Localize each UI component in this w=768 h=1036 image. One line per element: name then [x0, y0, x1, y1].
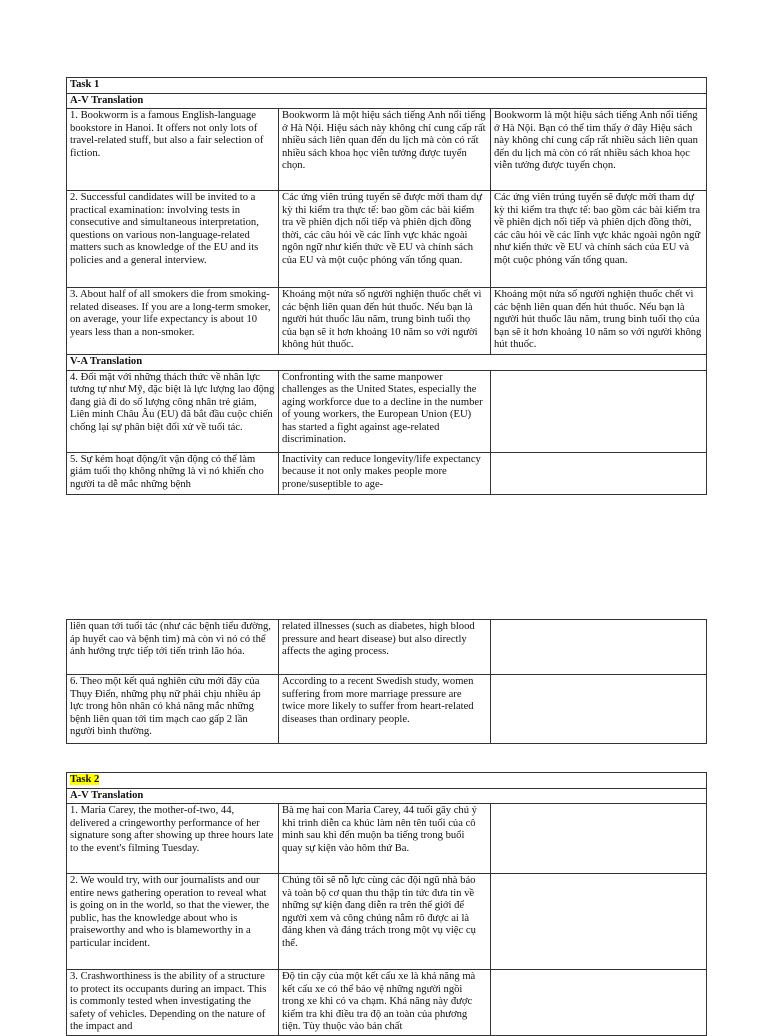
translation-cell: Chúng tôi sẽ nỗ lực cùng các đội ngũ nhà báo và toàn bộ cơ quan thu thập tin tức đưa tin về những sự kiện đang diễn ra trên thế giới để người xem và công chúng nắm rõ được ai là đáng khen và đáng trách trong một vụ việc cụ thể. — [279, 874, 491, 970]
source-cell: 5. Sự kém hoạt động/ít vận động có thể làm giảm tuổi thọ không những là vì nó khiến cho người ta dễ mắc những bệnh — [67, 452, 279, 494]
revision-cell — [491, 874, 707, 970]
table-row — [67, 804, 707, 874]
translation-cell: According to a recent Swedish study, women suffering from more marriage pressure are twice more likely to suffer from heart-related diseases than ordinary people. — [279, 675, 491, 744]
section-av-translation: A-V Translation — [67, 93, 707, 109]
revision-cell: Khoảng một nửa số người nghiện thuốc chết vì các bệnh liên quan đến hút thuốc. Nếu bạn là người hút thuốc lâu năm, trung bình tuổi thọ của bạn sẽ ít hơn khoảng 10 năm so với người không hút thuốc. — [491, 288, 707, 355]
translation-cell: Bookworm là một hiệu sách tiếng Anh nổi tiếng ở Hà Nội. Hiệu sách này không chỉ cung cấp rất nhiều sách liên quan đến du lịch mà còn có rất nhiều sách khoa học viễn tưởng được tuyển chọn. — [279, 109, 491, 191]
task1-title: Task 1 — [67, 78, 707, 94]
revision-cell — [491, 970, 707, 1036]
table-row — [67, 370, 707, 452]
translation-cell: related illnesses (such as diabetes, high blood pressure and heart disease) but also directly affects the aging process. — [279, 620, 491, 675]
translation-cell: Khoảng một nửa số người nghiện thuốc chết vì các bệnh liên quan đến hút thuốc. Nếu bạn là người hút thuốc lâu năm, trung bình tuổi thọ của bạn sẽ ít hơn khoảng 10 năm so với người không hút thuốc. — [279, 288, 491, 355]
task1-table — [66, 77, 707, 495]
revision-cell: Các ứng viên trúng tuyển sẽ được mời tham dự kỳ thi kiểm tra thực tế: bao gồm các bài kiểm tra về phiên dịch nối tiếp và phiên dịch đồng thời, các câu hỏi về các lĩnh vực khác ngoài ngôn ngữ như kiến thức về EU và chính sách của EU và một cuộc phỏng vấn tổng quan. — [491, 191, 707, 288]
table-row — [67, 675, 707, 744]
source-cell: 4. Đối mặt với những thách thức về nhân lực tương tự như Mỹ, đặc biệt là lực lượng lao động đang già đi do số lượng công nhân trẻ giảm, Liên minh Châu Âu (EU) đã bắt đầu cuộc chiến chống lại sự phân biệt đối xử về tuổi tác. — [67, 370, 279, 452]
source-cell: 2. Successful candidates will be invited to a practical examination: involving tests in consecutive and simultaneous interpretation, questions on various non-language-related matters such as knowledge of the EU and its policies and a general interview. — [67, 191, 279, 288]
revision-cell — [491, 452, 707, 494]
source-cell: 1. Bookworm is a famous English-language bookstore in Hanoi. It offers not only lots of travel-related stuff, but also a fair selection of fiction. — [67, 109, 279, 191]
table-row — [67, 970, 707, 1036]
section-av-translation: A-V Translation — [67, 788, 707, 804]
source-cell: 3. About half of all smokers die from smoking-related diseases. If you are a long-term smoker, on average, your life expectancy is about 10 years less than a non-smoker. — [67, 288, 279, 355]
table-row — [67, 288, 707, 355]
revision-cell — [491, 675, 707, 744]
task2-table — [66, 772, 707, 1036]
source-cell: 3. Crashworthiness is the ability of a structure to protect its occupants during an impact. This is commonly tested when investigating the safety of vehicles. Depending on the nature of the impact and — [67, 970, 279, 1036]
section-va-translation: V-A Translation — [67, 355, 707, 371]
table-row — [67, 452, 707, 494]
translation-cell: Độ tin cậy của một kết cấu xe là khả năng mà kết cấu xe có thể bảo vệ những người ngồi trong xe khi có va chạm. Khả năng này được kiểm tra khi điều tra độ an toàn của phương tiện. Tùy thuộc vào bản chất — [279, 970, 491, 1036]
revision-cell: Bookworm là một hiệu sách tiếng Anh nổi tiếng ở Hà Nội. Bạn có thể tìm thấy ở đây Hiệu sách này không chỉ cung cấp rất nhiều sách liên quan đến du lịch mà còn có rất nhiều sách khoa học viễn tưởng được tuyển chọn. — [491, 109, 707, 191]
table-row — [67, 109, 707, 191]
revision-cell — [491, 804, 707, 874]
source-cell: liên quan tới tuổi tác (như các bệnh tiểu đường, áp huyết cao và bệnh tim) mà còn vì nó có thể ảnh hưởng trực tiếp tới tiến trình lão hóa. — [67, 620, 279, 675]
revision-cell — [491, 620, 707, 675]
translation-cell: Confronting with the same manpower challenges as the United States, especially the aging workforce due to a decline in the number of young workers, the European Union (EU) has started a fight against age-related discrimination. — [279, 370, 491, 452]
table-row — [67, 191, 707, 288]
task2-title-cell — [67, 773, 707, 789]
translation-cell: Các ứng viên trúng tuyển sẽ được mời tham dự kỳ thi kiểm tra thực tế: bao gồm các bài kiểm tra về phiên dịch nối tiếp và phiên dịch đồng thời, các câu hỏi về các lĩnh vực khác ngoài ngôn ngữ như kiến thức về EU và chính sách của EU và một cuộc phỏng vấn tổng quan. — [279, 191, 491, 288]
source-cell: 2. We would try, with our journalists and our entire news gathering operation to reveal what is going on in the world, so that the viewer, the public, has the knowledge about who is praiseworthy and who is blameworthy in a particular incident. — [67, 874, 279, 970]
task2-title: Task 2 — [70, 774, 100, 785]
translation-cell: Bà mẹ hai con Maria Carey, 44 tuổi gây chú ý khi trình diễn ca khúc làm nên tên tuổi của cô mình sau khi đến muộn ba tiếng trong buổi quay sự kiện vào hôm thứ Ba. — [279, 804, 491, 874]
source-cell: 1. Maria Carey, the mother-of-two, 44, delivered a cringeworthy performance of her signature song after showing up three hours late to the event's filming Tuesday. — [67, 804, 279, 874]
source-cell: 6. Theo một kết quả nghiên cứu mới đây của Thụy Điển, những phụ nữ phải chịu nhiều áp lực trong hôn nhân có khả năng mắc những bệnh liên quan tới tim mạch cao gấp 2 lần người bình thường. — [67, 675, 279, 744]
table-row — [67, 874, 707, 970]
task1-continuation-table — [66, 619, 707, 744]
translation-cell: Inactivity can reduce longevity/life expectancy because it not only makes people more prone/suseptible to age- — [279, 452, 491, 494]
table-row — [67, 620, 707, 675]
revision-cell — [491, 370, 707, 452]
